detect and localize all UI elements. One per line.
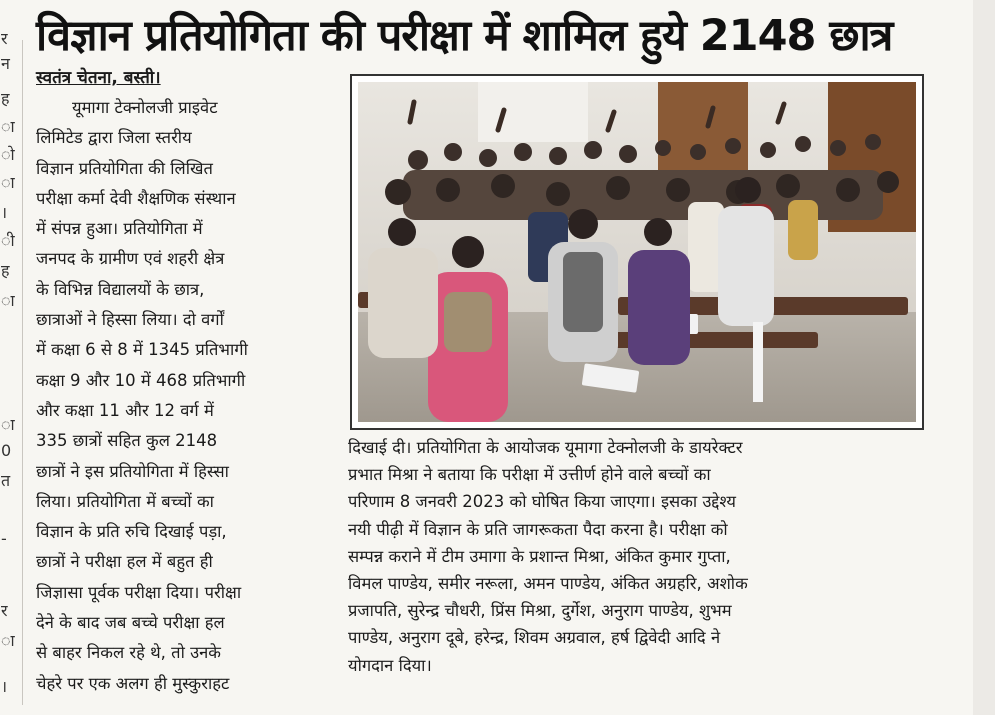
fragment-char: ा: [1, 631, 15, 650]
article-line: प्रजापति, सुरेन्द्र चौधरी, प्रिंस मिश्रा, दुर्गेश, अनुराग पाण्डेय, शुभम: [348, 601, 732, 621]
article-line: कक्षा 9 और 10 में 468 प्रतिभागी: [36, 370, 246, 390]
fragment-char: -: [1, 529, 7, 548]
article-line: छात्रों ने परीक्षा हल में बहुत ही: [36, 552, 213, 572]
fragment-char: र: [1, 29, 8, 48]
article-line: नयी पीढ़ी में विज्ञान के प्रति जागरूकता पैदा करना है। परीक्षा को: [348, 519, 728, 539]
dateline: स्वतंत्र चेतना, बस्ती।: [36, 68, 161, 88]
fragment-char: ह: [1, 89, 10, 108]
fragment-char: ो: [1, 145, 15, 164]
headline: विज्ञान प्रतियोगिता की परीक्षा में शामिल हुये 2148 छात्र: [36, 11, 893, 61]
article-line: छात्रों ने इस प्रतियोगिता में हिस्सा: [36, 461, 229, 481]
article-line: प्रभात मिश्रा ने बताया कि परीक्षा में उत्तीर्ण होने वाले बच्चों का: [348, 465, 711, 485]
article-line: लिया। प्रतियोगिता में बच्चों का: [36, 491, 214, 511]
article-line: में कक्षा 6 से 8 में 1345 प्रतिभागी: [36, 340, 248, 360]
article-line: परीक्षा कर्मा देवी शैक्षणिक संस्थान: [36, 188, 236, 208]
article-left-column: [36, 93, 318, 703]
page-margin: [973, 0, 995, 715]
article-line: विज्ञान प्रतियोगिता की लिखित: [36, 158, 213, 178]
article-line: जिज्ञासा पूर्वक परीक्षा दिया। परीक्षा: [36, 582, 242, 602]
article-line: देने के बाद जब बच्चे परीक्षा हल: [36, 613, 225, 633]
fragment-char: ा: [1, 117, 15, 136]
fragment-char: न: [1, 54, 10, 73]
article-line: जनपद के ग्रामीण एवं शहरी क्षेत्र: [36, 249, 225, 269]
article-line: सम्पन्न कराने में टीम उमागा के प्रशान्त मिश्रा, अंकित कुमार गुप्ता,: [348, 546, 731, 566]
fragment-char: ा: [1, 291, 15, 310]
article-bottom-continuation: [348, 434, 928, 704]
article-line: चेहरे पर एक अलग ही मुस्कुराहट: [36, 673, 230, 693]
article-line: विज्ञान के प्रति रुचि दिखाई पड़ा,: [36, 522, 227, 542]
fragment-char: त: [1, 471, 11, 490]
fragment-char: ी: [1, 231, 15, 250]
article-line: और कक्षा 11 और 12 वर्ग में: [36, 400, 214, 420]
fragment-char: ा: [1, 415, 15, 434]
adjacent-column-fragment: [0, 10, 14, 710]
article-line: दिखाई दी। प्रतियोगिता के आयोजक यूमागा टेक्नोलजी के डायरेक्टर: [348, 438, 743, 457]
article-line: के विभिन्न विद्यालयों के छात्र,: [36, 279, 205, 299]
classroom-photo: [358, 82, 916, 422]
fragment-char: ा: [1, 173, 15, 192]
fragment-char: 0: [1, 441, 12, 460]
article-line: में संपन्न हुआ। प्रतियोगिता में: [36, 219, 203, 239]
article-line: से बाहर निकल रहे थे, तो उनके: [36, 643, 221, 663]
article-line: विमल पाण्डेय, समीर नरूला, अमन पाण्डेय, अंकित अग्रहरि, अशोक: [348, 574, 748, 594]
article-line: पाण्डेय, अनुराग दूबे, हरेन्द्र, शिवम अग्रवाल, हर्ष द्विवेदी आदि ने: [348, 628, 721, 648]
article-line: परिणाम 8 जनवरी 2023 को घोषित किया जाएगा। इसका उद्देश्य: [348, 492, 736, 512]
fragment-char: र: [1, 601, 8, 620]
article-line: 335 छात्रों सहित कुल 2148: [36, 431, 218, 451]
fragment-char: ।: [1, 203, 8, 222]
article-line: यूमागा टेक्नोलजी प्राइवेट: [72, 98, 218, 117]
article-line: योगदान दिया।: [348, 655, 432, 675]
classroom-photo-illustration: [358, 82, 916, 422]
article-line: लिमिटेड द्वारा जिला स्तरीय: [36, 128, 192, 148]
article-line: छात्राओं ने हिस्सा लिया। दो वर्गों: [36, 310, 224, 330]
fragment-char: ।: [1, 677, 8, 696]
fragment-char: ह: [1, 261, 10, 280]
column-divider: [22, 40, 23, 705]
